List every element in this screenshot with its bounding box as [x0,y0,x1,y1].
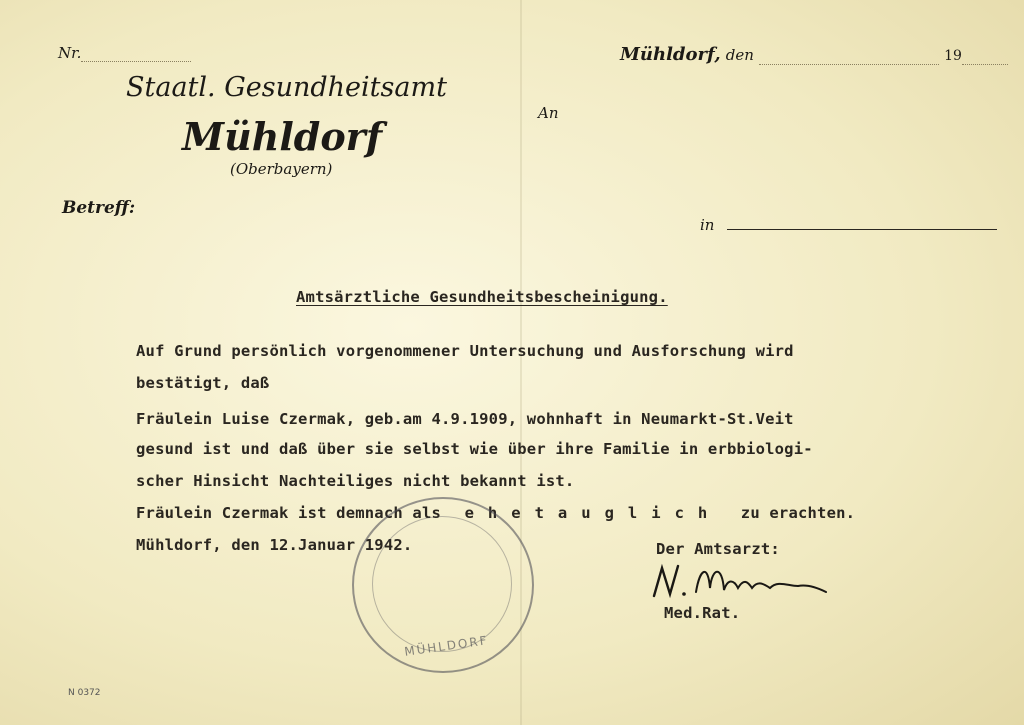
body-line-5: scher Hinsicht Nachteiliges nicht bekannt ist. [136,472,575,490]
in-blank [727,229,997,230]
official-stamp [352,497,534,673]
place-name: Mühldorf, [620,44,721,65]
year-prefix: 19 [944,48,962,64]
date-blank [759,64,939,65]
signature-title: Med.Rat. [664,604,741,622]
body-line-6-a: Fräulein Czermak ist demnach als [136,504,442,522]
office-city: Mühldorf [182,114,383,159]
place-date-line [620,44,1008,65]
betreff-label: Betreff: [62,198,136,218]
signature-icon [648,558,838,608]
stamp-inner-ring [372,516,512,652]
in-label: in [700,216,715,234]
office-name: Staatl. Gesundheitsamt [126,72,447,103]
ehetauglich: ehetauglich [464,504,722,522]
an-label: An [538,104,559,122]
office-region: (Oberbayern) [230,160,333,178]
body-line-1: Auf Grund persönlich vorgenommener Untersuchung und Ausforschung wird [136,342,794,360]
body-line-2: bestätigt, daß [136,374,270,392]
stamp-text: MÜHLDORF [403,633,490,659]
date-line: Mühldorf, den 12.Januar 1942. [136,536,413,554]
body-line-6-c: zu erachten. [740,504,856,522]
den-label: den [725,46,754,64]
body-line-4: gesund ist und daß über sie selbst wie über ihre Familie in erbbiologi- [136,440,813,458]
body-line-3: Fräulein Luise Czermak, geb.am 4.9.1909, wohnhaft in Neumarkt-St.Veit [136,410,794,428]
form-code: N 0372 [68,688,101,698]
document-title: Amtsärztliche Gesundheitsbescheinigung. [296,288,668,306]
signature-role: Der Amtsarzt: [656,540,780,558]
nr-label: Nr. [58,44,191,62]
in-line [700,216,997,234]
